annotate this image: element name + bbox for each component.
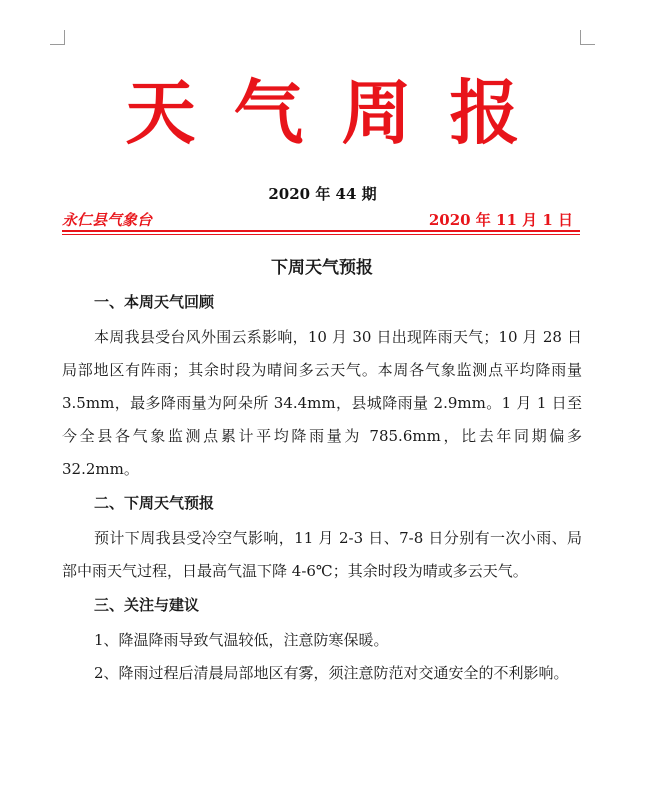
section-heading-forecast: 二、下周天气预报 [94, 494, 215, 512]
issue-number: 2020 年 44 期 [268, 185, 377, 203]
header-divider-thick [62, 230, 580, 232]
page-corner-mark-top-left [50, 30, 65, 45]
publication-date: 2020 年 11 月 1 日 [428, 211, 573, 229]
section-heading-advice: 三、关注与建议 [94, 596, 200, 614]
advice-item-2: 2、降雨过程后清晨局部地区有雾，须注意防范对交通安全的不利影响。 [94, 664, 569, 682]
document-title: 下周天气预报 [271, 258, 373, 278]
section-heading-review: 一、本周天气回顾 [94, 293, 215, 311]
masthead-title: 天气周报 [125, 71, 558, 154]
review-paragraph: 本周我县受台风外围云系影响，10 月 30 日出现阵雨天气；10 月 28 日局部地区有阵雨；其余时段为晴间多云天气。本周各气象监测点平均降雨量 3.5mm，最多降雨量为阿朵所 34.4mm，县城降雨量 2.9mm。1 月 1 日至今全县各气象监测点累计平均降雨量为 785.6mm，比去年同期偏多 32.2mm。 [62, 328, 582, 478]
organization-name: 永仁县气象台 [62, 211, 153, 229]
document-body [62, 255, 582, 690]
header-divider-thin [62, 234, 580, 235]
advice-item-1: 1、降温降雨导致气温较低，注意防寒保暖。 [94, 631, 389, 649]
page-corner-mark-top-right [580, 30, 595, 45]
forecast-paragraph: 预计下周我县受冷空气影响，11 月 2-3 日、7-8 日分别有一次小雨、局部中雨天气过程，日最高气温下降 4-6℃；其余时段为晴或多云天气。 [62, 529, 582, 580]
